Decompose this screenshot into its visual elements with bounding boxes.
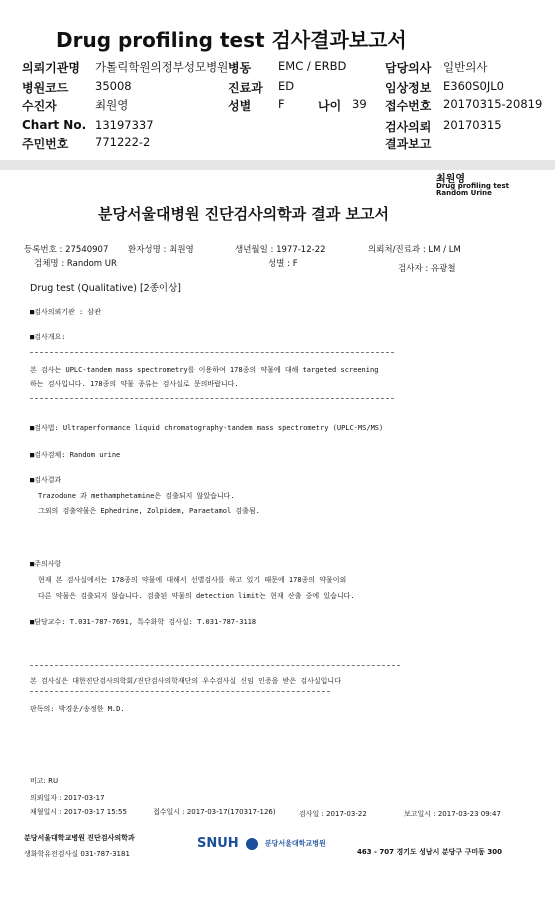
- specimen-line: ■검사검체: Random urine: [30, 451, 121, 459]
- dashed-line: [30, 665, 400, 666]
- corner-specimen: Random Urine: [436, 189, 492, 197]
- request-date-label: 검사의뢰: [385, 120, 432, 134]
- method: ■검사법: Ultraperformance liquid chromatography-tandem mass spectrometry (UPLC-MS/MS): [30, 424, 384, 432]
- ward-value: EMC / ERBD: [278, 59, 347, 73]
- scanned-report: [0, 170, 555, 899]
- overview-label: ■검사개요:: [30, 333, 66, 341]
- dashed-line: [30, 691, 330, 692]
- receipt-no-label: 접수번호: [385, 99, 432, 113]
- result-report-label: 결과보고: [385, 137, 432, 151]
- notes-line-2: 다른 약물은 검출되지 않습니다. 검출된 약물의 detection limit는 현재 산출 중에 있습니다.: [38, 592, 355, 600]
- logo-mark-icon: [246, 838, 258, 850]
- ward-label: 병동: [228, 61, 252, 75]
- request-org: ■검사의뢰기관 : 삼관: [30, 308, 101, 316]
- order-dept-value: 가톨릭학원의정부성모병원: [95, 60, 229, 74]
- result-label: ■검사결과: [30, 476, 62, 484]
- footer-org: 분당서울대학교병원 진단검사의학과: [24, 834, 135, 842]
- request-date-value: 20170315: [443, 118, 502, 132]
- report-date: 보고일시 : 2017-03-23 09:47: [404, 810, 501, 818]
- footer-lab: 생화학유전검사실 031-787-3181: [24, 850, 130, 858]
- hospital-code-value: 35008: [95, 79, 132, 93]
- collect-date: 채혈일시 : 2017-03-17 15:55: [30, 808, 127, 816]
- logo-subtext: 분당서울대학교병원: [264, 839, 326, 848]
- patient-sex: 성별 : F: [268, 259, 298, 269]
- request-date: 의뢰일자 : 2017-03-17: [30, 794, 105, 802]
- notes-label: ■주의사항: [30, 560, 62, 568]
- contact-line: ■담당교수: T.031-787-7691, 특수화학 검사실: T.031-787-3118: [30, 618, 257, 626]
- reg-no: 등록번호 : 27540907: [24, 245, 109, 255]
- patient-name: 환자성명 : 최원영: [128, 245, 194, 255]
- dept-value: ED: [278, 79, 295, 93]
- result-line-1: Trazodone 과 methamphetamine은 검출되지 않았습니다.: [38, 492, 235, 500]
- specimen-name: 검체명 : Random UR: [34, 259, 117, 269]
- receipt-no-value: 20170315-20819: [443, 97, 543, 111]
- reader: 판독의: 박경운/송정한 M.D.: [30, 705, 125, 713]
- section-divider: [0, 160, 555, 170]
- dashed-line: [30, 352, 394, 353]
- corner-test-name: Drug profiling test: [436, 182, 509, 190]
- doctor-value: 일반의사: [443, 60, 488, 74]
- dashed-line: [30, 398, 394, 399]
- sex-label: 성별: [228, 99, 252, 113]
- resident-label: 주민번호: [22, 137, 69, 151]
- address: 463 - 707 경기도 성남시 분당구 구미동 300: [357, 848, 502, 856]
- order-dept-label: 의뢰기관명: [22, 61, 80, 75]
- collector-label: 수진자: [22, 99, 57, 113]
- remark: 비고: RU: [30, 777, 59, 785]
- receipt-date: 접수일시 : 2017-03-17(170317-126): [153, 808, 276, 816]
- logo-text: SNUH: [197, 836, 239, 851]
- doctor-label: 담당의사: [385, 61, 432, 75]
- hospital-logo: [197, 833, 326, 852]
- overview-line-2: 하는 검사입니다. 178종의 약물 종류는 검사실로 문의바랍니다.: [30, 380, 239, 388]
- page-title: Drug profiling test 검사결과보고서: [56, 28, 407, 52]
- dept-info: 의뢰처/진료과 : LM / LM: [368, 245, 461, 255]
- overview-line-1: 본 검사는 UPLC-tandem mass spectrometry를 이용하여 178종의 약물에 대해 targeted screening: [30, 366, 379, 374]
- test-title: Drug test (Qualitative) [2종이상]: [30, 283, 181, 294]
- result-line-2: 그외의 검출약물은 Ephedrine, Zolpidem, Paraetamol 검출됨.: [38, 507, 260, 515]
- corner-patient-name: 최원영: [436, 174, 465, 185]
- report-heading: 분당서울대병원 진단검사의학과 결과 보고서: [98, 205, 389, 223]
- hospital-code-label: 병원코드: [22, 81, 69, 95]
- chart-value: 13197337: [95, 118, 154, 132]
- collector-value: 최원영: [95, 98, 129, 112]
- examiner: 검사자 : 유광철: [398, 264, 456, 274]
- certification: 본 검사실은 대한진단검사의학회/진단검사의학재단의 우수검사실 신임 인증을 받은 검사실입니다: [30, 677, 341, 685]
- age-label: 나이: [318, 99, 342, 113]
- notes-line-1: 현재 본 검사실에서는 178종의 약물에 대해서 선별검사를 하고 있기 때문에 178종의 약물이외: [38, 576, 347, 584]
- test-date: 검사일 : 2017-03-22: [299, 810, 367, 818]
- chart-label: Chart No.: [22, 118, 87, 132]
- clinical-value: E360S0JL0: [443, 79, 504, 93]
- resident-value: 771222-2: [95, 135, 151, 149]
- sex-value: F: [278, 97, 285, 111]
- dept-label: 진료과: [228, 81, 263, 95]
- clinical-label: 임상정보: [385, 81, 432, 95]
- dob: 생년월일 : 1977-12-22: [235, 245, 326, 255]
- age-value: 39: [352, 97, 367, 111]
